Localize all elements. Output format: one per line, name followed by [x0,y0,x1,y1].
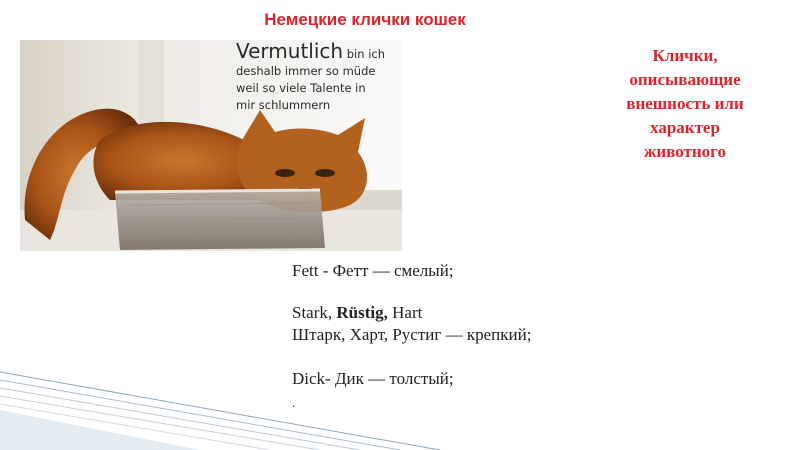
bullet-dot: . [292,395,296,410]
side-note [590,44,780,164]
side-note-line-4: характер [650,118,720,137]
caption-line-4: mir schlummern [236,98,331,112]
item-stark-end: Hart [387,303,423,322]
decorative-corner-lines [0,360,800,450]
caption-line-3: weil so viele Talente in [236,81,366,95]
item-stark [292,302,712,324]
caption-line-2: deshalb immer so müde [236,64,376,78]
item-stark-translation: Штарк, Харт, Рустиг — крепкий; [292,325,532,344]
item-stark-bold: Rüstig, [336,303,388,322]
caption-word-big: Vermutlich [236,39,344,63]
item-dick: Dick- Дик — толстый; [292,369,454,388]
side-note-line-3: внешность или [626,94,744,113]
caption-word-rest: bin ich [343,47,385,61]
photo-caption [236,40,406,114]
side-note-line-2: описывающие [629,70,741,89]
item-stark-start: Stark, [292,303,337,322]
side-note-line-1: Клички, [652,46,718,65]
side-note-line-5: животного [644,142,726,161]
caption-line-1 [236,40,406,63]
item-fett: Fett - Фетт — смелый; [292,261,454,280]
slide-title: Немецкие клички кошек [264,10,466,29]
